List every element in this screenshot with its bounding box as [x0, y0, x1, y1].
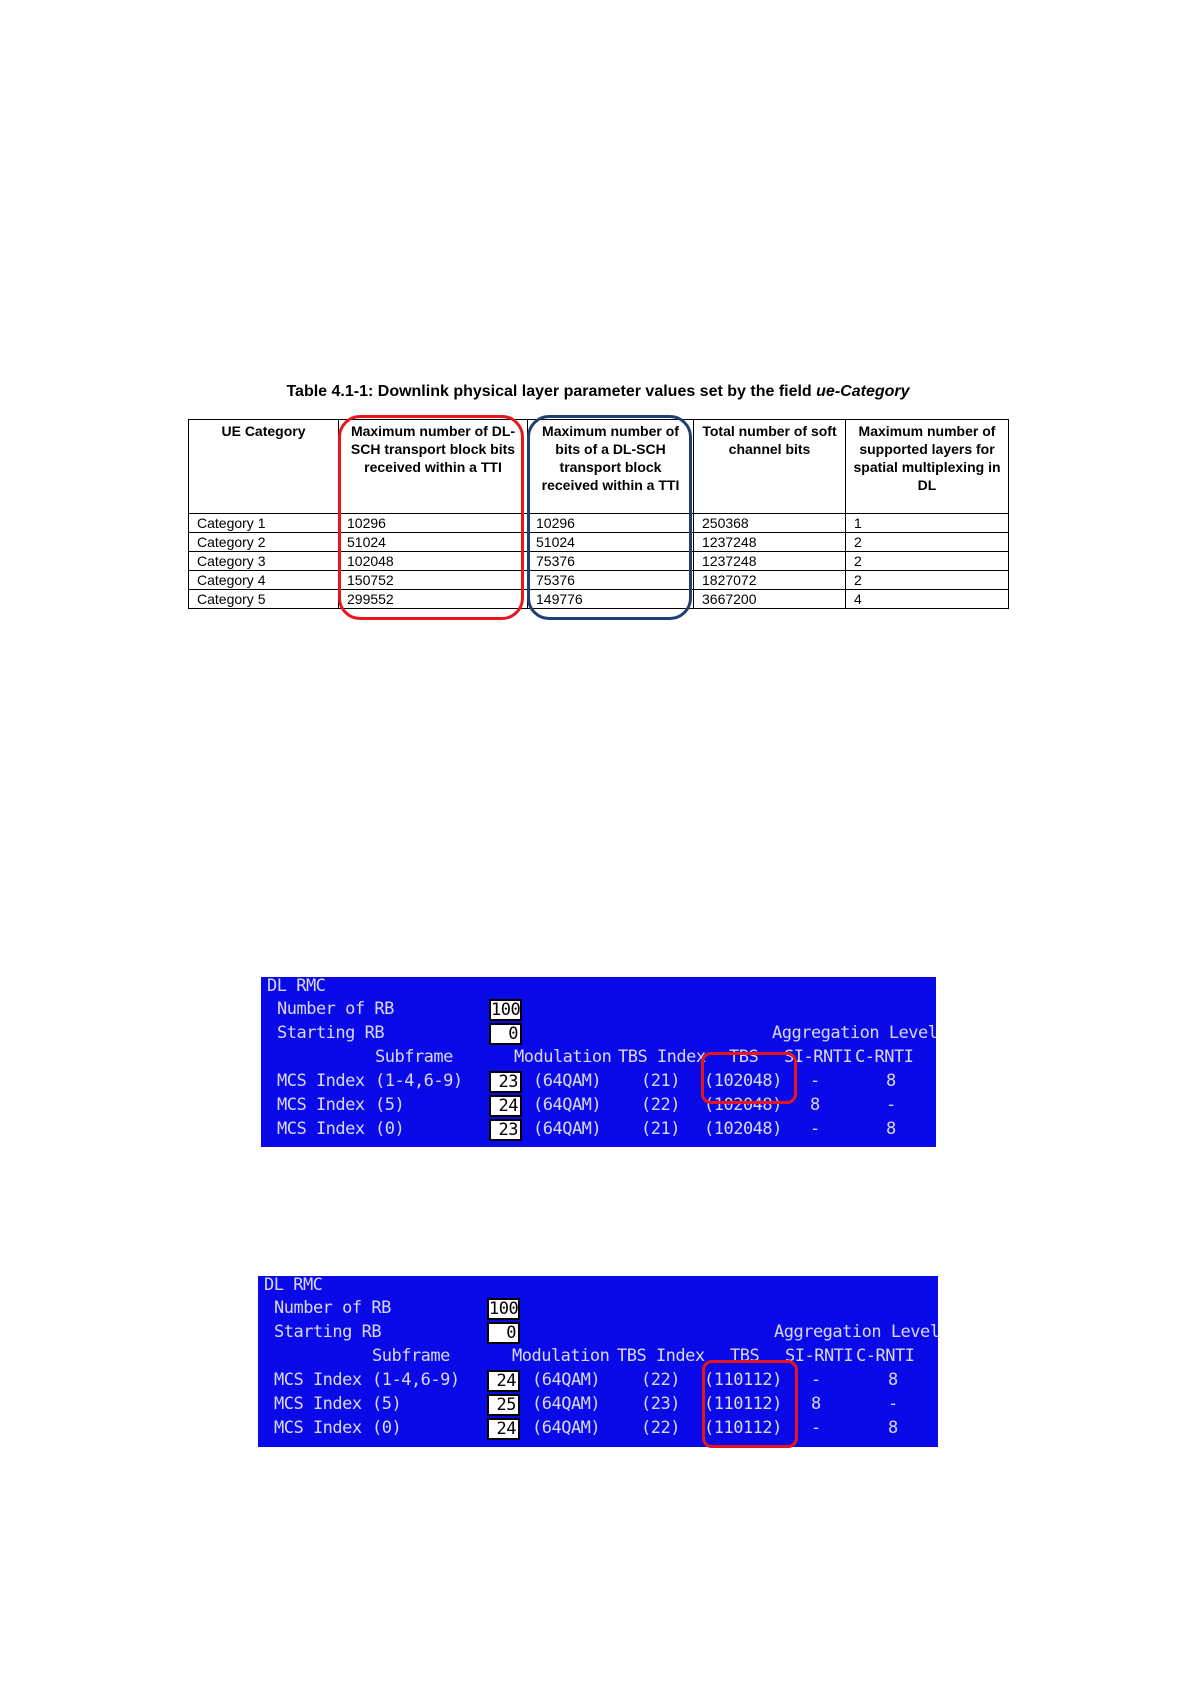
cell-layers: 4 [846, 590, 1009, 609]
si-rnti-value: 8 [811, 1394, 821, 1414]
si-rnti-value: - [811, 1418, 821, 1438]
header-subframe: Subframe [375, 1047, 453, 1067]
subframe-value: (0) [375, 1119, 405, 1139]
cell-max-dlsch-bits: 150752 [339, 571, 528, 590]
cell-category: Category 3 [189, 552, 339, 571]
subframe-value: (5) [375, 1095, 405, 1115]
cell-layers: 1 [846, 514, 1009, 533]
dl-rmc-panel-1 [261, 977, 936, 1147]
header-si-rnti: SI-RNTI [785, 1346, 854, 1366]
c-rnti-value: 8 [886, 1071, 896, 1091]
subframe-value: (5) [372, 1394, 402, 1414]
header-max-dlsch-bits: Maximum number of DL-SCH transport block bits received within a TTI [339, 420, 528, 514]
c-rnti-value: 8 [888, 1370, 898, 1390]
modulation-value: (64QAM) [532, 1370, 601, 1390]
mcs-index-field[interactable]: 25 [487, 1394, 520, 1416]
highlight-tbs-column [702, 1360, 798, 1448]
cell-layers: 2 [846, 552, 1009, 571]
mcs-index-field[interactable]: 24 [487, 1370, 520, 1392]
cell-soft-bits: 1237248 [694, 552, 846, 571]
cell-max-tb-bits: 51024 [528, 533, 694, 552]
c-rnti-value: - [888, 1394, 898, 1414]
cell-layers: 2 [846, 533, 1009, 552]
nrb-field[interactable]: 100 [489, 1299, 519, 1319]
tbs-index-value: (21) [641, 1071, 680, 1091]
cell-max-tb-bits: 75376 [528, 552, 694, 571]
subframe-value: (1-4,6-9) [375, 1071, 463, 1091]
caption-field: ue-Category [816, 383, 910, 400]
tbs-value: (110112) [704, 1370, 782, 1390]
header-c-rnti: C-RNTI [855, 1047, 914, 1067]
modulation-value: (64QAM) [532, 1394, 601, 1414]
tbs-index-value: (22) [641, 1095, 680, 1115]
cell-category: Category 1 [189, 514, 339, 533]
mcs-label: MCS Index [277, 1071, 365, 1091]
cell-soft-bits: 250368 [694, 514, 846, 533]
panel-title: DL RMC [267, 976, 326, 996]
tbs-value: (102048) [704, 1119, 782, 1139]
cell-max-dlsch-bits: 102048 [339, 552, 528, 571]
si-rnti-value: 8 [810, 1095, 820, 1115]
cell-max-dlsch-bits: 10296 [339, 514, 528, 533]
header-soft-channel-bits: Total number of soft channel bits [694, 420, 846, 514]
highlight-tbs-column [701, 1052, 797, 1104]
cell-layers: 2 [846, 571, 1009, 590]
mcs-label: MCS Index [277, 1095, 365, 1115]
tbs-value: (102048) [704, 1095, 782, 1115]
subframe-value: (1-4,6-9) [372, 1370, 460, 1390]
c-rnti-value: - [886, 1095, 896, 1115]
modulation-value: (64QAM) [533, 1119, 602, 1139]
cell-max-tb-bits: 75376 [528, 571, 694, 590]
aggregation-level-label: Aggregation Level [772, 1023, 938, 1043]
cell-soft-bits: 1827072 [694, 571, 846, 590]
si-rnti-value: - [811, 1370, 821, 1390]
subframe-value: (0) [372, 1418, 402, 1438]
aggregation-level-label: Aggregation Level [774, 1322, 940, 1342]
tbs-index-value: (21) [641, 1119, 680, 1139]
header-tbs: TBS [729, 1047, 759, 1067]
cell-max-dlsch-bits: 299552 [339, 590, 528, 609]
highlight-max-dlsch-column [338, 415, 524, 620]
cell-category: Category 5 [189, 590, 339, 609]
mcs-index-field[interactable]: 23 [489, 1071, 522, 1093]
header-tbs: TBS [730, 1346, 760, 1366]
header-max-tb-bits: Maximum number of bits of a DL-SCH transport block received within a TTI [528, 420, 694, 514]
mcs-label: MCS Index [274, 1418, 362, 1438]
header-subframe: Subframe [372, 1346, 450, 1366]
tbs-index-value: (22) [641, 1370, 680, 1390]
header-si-rnti: SI-RNTI [784, 1047, 853, 1067]
cell-max-tb-bits: 149776 [528, 590, 694, 609]
cell-category: Category 4 [189, 571, 339, 590]
starting-rb-label: Starting RB [274, 1322, 382, 1342]
si-rnti-value: - [810, 1071, 820, 1091]
tbs-index-value: (23) [641, 1394, 680, 1414]
nrb-label: Number of RB [274, 1298, 391, 1318]
modulation-value: (64QAM) [532, 1418, 601, 1438]
starting-rb-label: Starting RB [277, 1023, 385, 1043]
mcs-label: MCS Index [274, 1394, 362, 1414]
mcs-index-field[interactable]: 24 [487, 1418, 520, 1440]
c-rnti-value: 8 [886, 1119, 896, 1139]
caption-text: Table 4.1-1: Downlink physical layer parameter values set by the field [286, 383, 817, 400]
tbs-value: (102048) [704, 1071, 782, 1091]
cell-category: Category 2 [189, 533, 339, 552]
cell-max-dlsch-bits: 51024 [339, 533, 528, 552]
cell-max-tb-bits: 10296 [528, 514, 694, 533]
dl-rmc-panel-2 [258, 1276, 938, 1447]
header-tbs-index: TBS Index [618, 1047, 706, 1067]
mcs-index-field[interactable]: 24 [489, 1095, 522, 1117]
tbs-value: (110112) [704, 1418, 782, 1438]
cell-soft-bits: 3667200 [694, 590, 846, 609]
mcs-index-field[interactable]: 23 [489, 1119, 522, 1141]
panel-title: DL RMC [264, 1275, 323, 1295]
mcs-label: MCS Index [277, 1119, 365, 1139]
header-ue-category: UE Category [189, 420, 339, 514]
nrb-label: Number of RB [277, 999, 394, 1019]
modulation-value: (64QAM) [533, 1095, 602, 1115]
header-max-layers: Maximum number of supported layers for spatial multiplexing in DL [846, 420, 1009, 514]
si-rnti-value: - [810, 1119, 820, 1139]
modulation-value: (64QAM) [533, 1071, 602, 1091]
nrb-field[interactable]: 100 [491, 1000, 521, 1020]
c-rnti-value: 8 [888, 1418, 898, 1438]
table-caption [188, 383, 1008, 401]
header-modulation: Modulation [512, 1346, 610, 1366]
tbs-index-value: (22) [641, 1418, 680, 1438]
highlight-max-tb-column [527, 415, 692, 620]
tbs-value: (110112) [704, 1394, 782, 1414]
header-tbs-index: TBS Index [617, 1346, 705, 1366]
mcs-label: MCS Index [274, 1370, 362, 1390]
header-modulation: Modulation [514, 1047, 612, 1067]
header-c-rnti: C-RNTI [856, 1346, 915, 1366]
cell-soft-bits: 1237248 [694, 533, 846, 552]
starting-rb-field[interactable]: 0 [487, 1322, 520, 1344]
starting-rb-field[interactable]: 0 [489, 1023, 522, 1045]
